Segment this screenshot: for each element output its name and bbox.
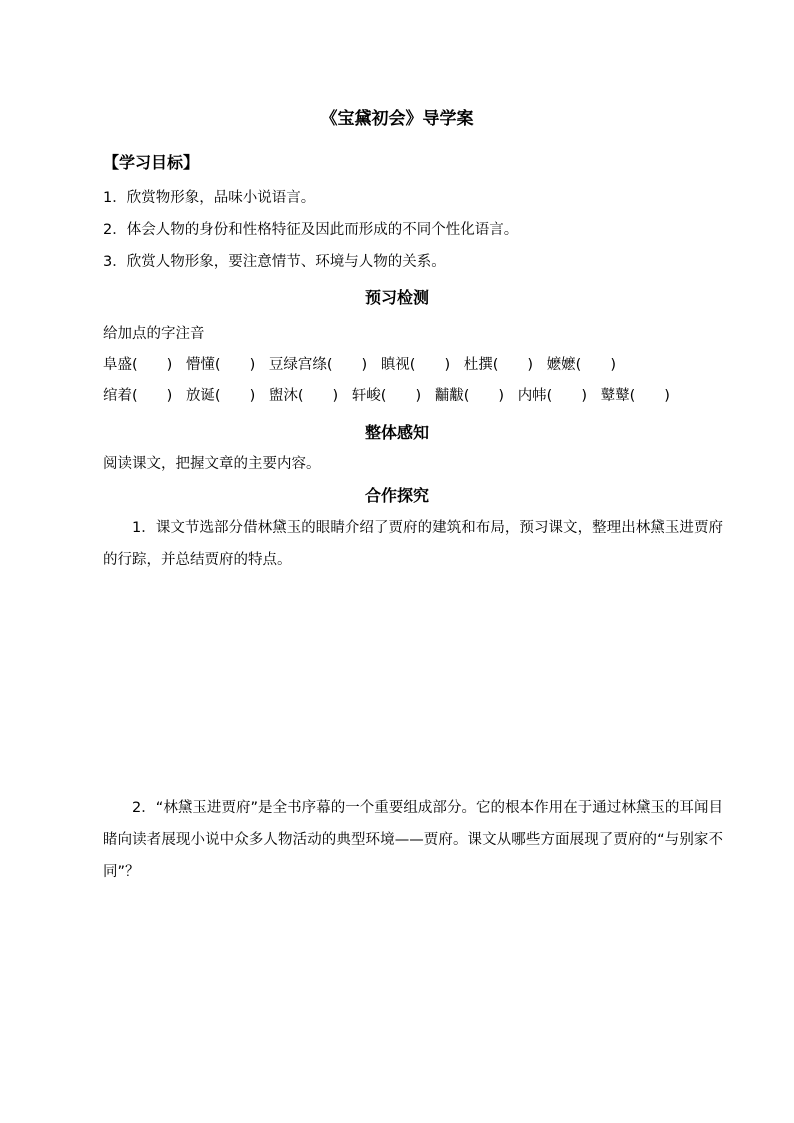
preview-instruction: 给加点的字注音 [103, 326, 205, 342]
preview-heading: 预习检测 [364, 288, 429, 307]
overview-text: 阅读课文，把握文章的主要内容。 [103, 456, 321, 472]
phonetic-item: 杜撰( ) [463, 357, 534, 373]
phonetic-item: 内帏( ) [517, 388, 588, 404]
phonetic-item: 鼙鼙( ) [600, 388, 670, 404]
phonetic-item: 嬷嬷( ) [546, 357, 617, 373]
phonetic-item: 瞋视( ) [380, 357, 451, 373]
phonetic-item: 放诞( ) [185, 388, 256, 404]
objective-item-3: 3．欣赏人物形象，要注意情节、环境与人物的关系。 [103, 254, 446, 270]
explore-heading: 合作探究 [364, 486, 429, 505]
objectives-heading: 【学习目标】 [103, 153, 200, 172]
question-2: 2．“林黛玉进贾府”是全书序幕的一个重要组成部分。它的根本作用在于通过林黛玉的耳闻目睹向读者展现小说中众多人物活动的典型环境——贾府。课文从哪些方面展现了贾府的“与别家不同”？ [103, 800, 723, 880]
document-title: 《宝黛初会》导学案 [320, 109, 474, 129]
phonetic-row-2 [103, 384, 723, 405]
phonetic-item: 黼黻( ) [434, 388, 505, 404]
phonetic-row-1 [103, 353, 723, 374]
phonetic-item: 绾着( ) [103, 388, 173, 404]
overview-heading: 整体感知 [364, 423, 429, 442]
question-1: 1．课文节选部分借林黛玉的眼睛介绍了贾府的建筑和布局，预习课文，整理出林黛玉进贾府的行踪，并总结贾府的特点。 [103, 520, 723, 568]
phonetic-item: 豆绿宫绦( ) [268, 357, 368, 373]
phonetic-item: 轩峻( ) [351, 388, 422, 404]
phonetic-item: 阜盛( ) [103, 357, 173, 373]
objective-item-1: 1．欣赏物形象，品味小说语言。 [103, 190, 316, 206]
objective-item-2: 2．体会人物的身份和性格特征及因此而形成的不同个性化语言。 [103, 222, 519, 238]
phonetic-item: 盥沐( ) [268, 388, 339, 404]
phonetic-item: 懵懂( ) [185, 357, 256, 373]
